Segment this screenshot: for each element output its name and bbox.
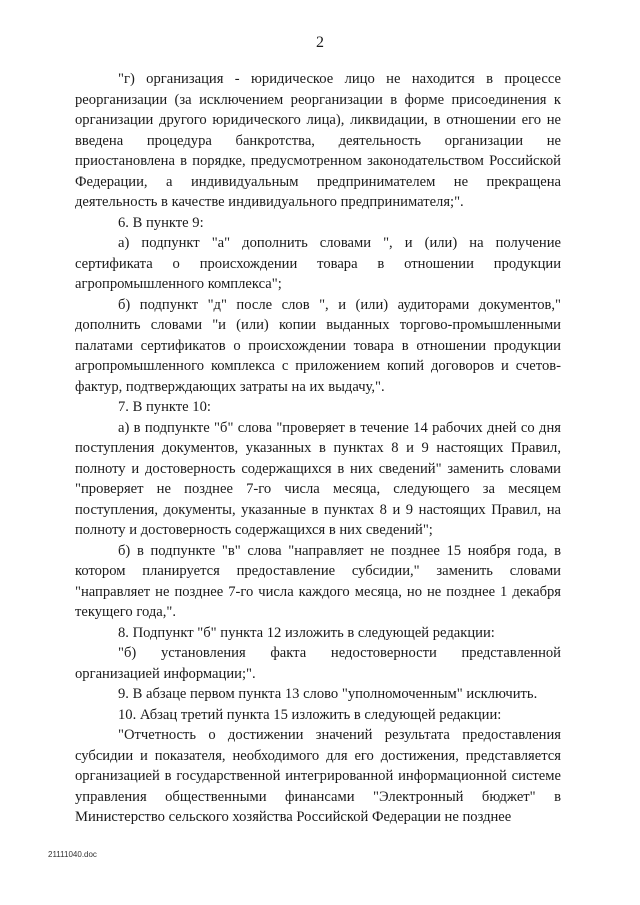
document-body: [75, 69, 561, 828]
paragraph-item-6a: а) подпункт "а" дополнить словами ", и (или) на получение сертификата о происхождении товара в отношении продукции агропромышленного комплекса";: [75, 235, 561, 292]
paragraph-item-7b: б) в подпункте "в" слова "направляет не позднее 15 ноября года, в котором планируется предоставление субсидии," заменить словами "направляет не позднее 7-го числа каждого месяца, но не позднее 1 декабря текущего года,".: [75, 542, 561, 620]
paragraph-item-10-text: "Отчетность о достижении значений результата предоставления субсидии и показателя, необходимого для его достижения, представляется организацией в государственной интегрированной информационной системе управления общественными финансами "Электронный бюджет" в Министерство сельского хозяйства Российской Федерации не позднее: [75, 727, 561, 825]
paragraph-item-7-heading: 7. В пункте 10:: [118, 399, 211, 415]
paragraph-item-9: 9. В абзаце первом пункта 13 слово "уполномоченным" исключить.: [118, 686, 538, 702]
paragraph-item-10: 10. Абзац третий пункта 15 изложить в следующей редакции:: [118, 706, 502, 723]
paragraph-item-7a: а) в подпункте "б" слова "проверяет в течение 14 рабочих дней со дня поступления документов, указанных в пунктах 8 и 9 настоящих Правил, полноту и достоверность содержащихся в них сведений" заменить словами "проверяет не позднее 7-го числа месяца, следующего за месяцем поступления, документы, указанные в пунктах 8 и 9 настоящих Правил, на полноту и достоверность содержащихся в них сведений";: [75, 419, 561, 538]
paragraph-item-8: 8. Подпункт "б" пункта 12 изложить в следующей редакции:: [118, 624, 495, 641]
paragraph-item-8-text: "б) установления факта недостоверности представленной организацией информации;".: [75, 645, 561, 682]
paragraph-item-6b: б) подпункт "д" после слов ", и (или) аудиторами документов," дополнить словами "и (или) копии выданных торгово-промышленными палатами сертификатов о происхождении товара в отношении продукции агропромышленного комплекса с приложением копий договоров и счетов-фактур, подтверждающих затраты на их выдачу,".: [75, 296, 561, 395]
page-number: 2: [316, 34, 324, 51]
paragraph-clause-g: "г) организация - юридическое лицо не находится в процессе реорганизации (за исключением реорганизации в форме присоединения к организации другого юридического лица), ликвидации, в отношении его не введена процедура банкротства, деятельность организации не приостановлена в порядке, предусмотренном законодательством Российской Федерации, а индивидуальным предпринимателем не прекращена деятельность в качестве индивидуального предпринимателя;".: [75, 71, 561, 210]
file-reference-footer: 21111040.doc: [48, 850, 97, 859]
paragraph-item-6-heading: 6. В пункте 9:: [118, 214, 204, 231]
